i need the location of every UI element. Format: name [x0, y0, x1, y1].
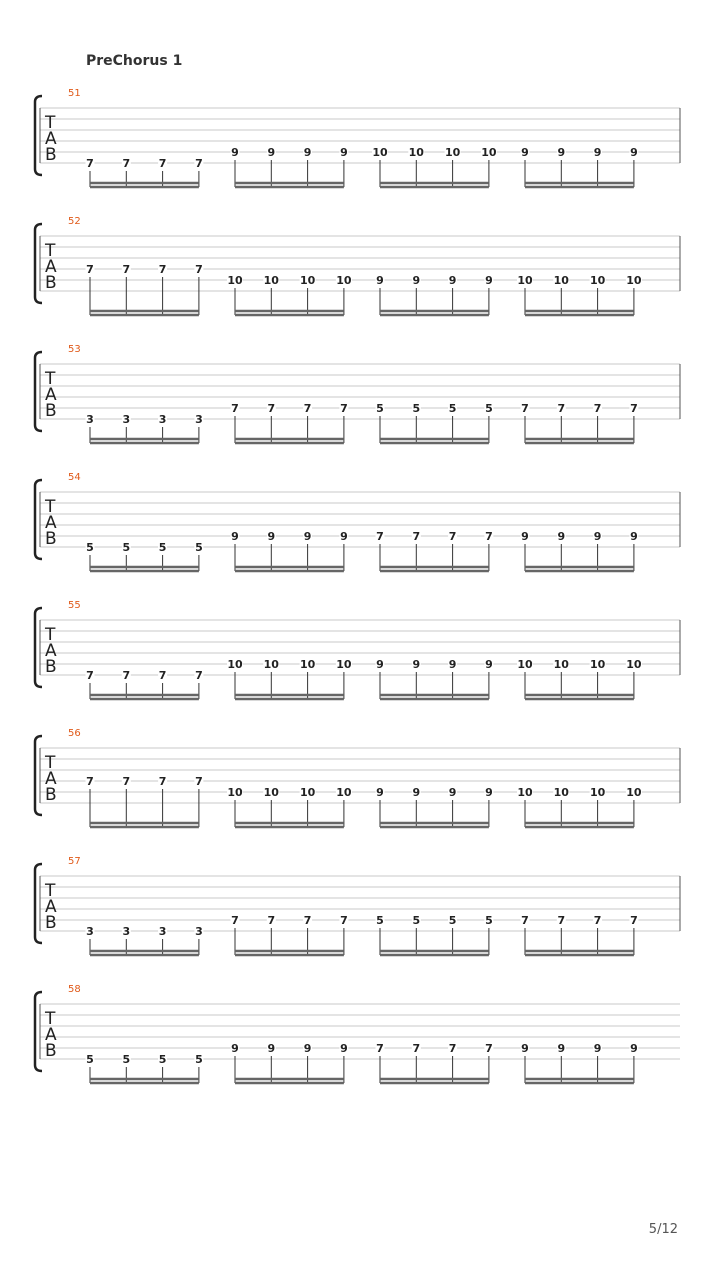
fret-number: 7 — [448, 530, 457, 543]
fret-number: 7 — [303, 402, 312, 415]
fret-number: 7 — [86, 157, 94, 170]
fret-number: 5 — [412, 402, 421, 415]
fret-number: 9 — [448, 658, 457, 671]
fret-number: 7 — [158, 157, 167, 170]
fret-number: 9 — [593, 146, 602, 159]
fret-number: 5 — [158, 1053, 167, 1066]
fret-number: 10 — [299, 658, 316, 671]
fret-number: 7 — [340, 402, 348, 415]
measure-number: 53 — [68, 344, 81, 355]
fret-number: 7 — [158, 669, 167, 682]
tab-clef-letter: B — [45, 529, 57, 549]
fret-number: 9 — [448, 786, 457, 799]
tab-system — [35, 600, 680, 699]
fret-number: 7 — [303, 914, 312, 927]
fret-number: 7 — [195, 669, 203, 682]
fret-number: 10 — [263, 786, 279, 799]
fret-number: 9 — [630, 530, 638, 543]
fret-number: 7 — [86, 263, 94, 276]
fret-number: 7 — [448, 1042, 457, 1055]
fret-number: 9 — [231, 1042, 239, 1055]
tab-clef-letter: T — [45, 113, 56, 133]
tab-system — [35, 728, 680, 827]
fret-number: 9 — [485, 274, 493, 287]
fret-number: 7 — [593, 402, 602, 415]
tab-clef-letter: B — [45, 913, 57, 933]
fret-number: 7 — [630, 402, 638, 415]
fret-number: 7 — [86, 775, 94, 788]
tab-clef-letter: T — [45, 1009, 56, 1029]
fret-number: 7 — [122, 669, 131, 682]
tab-clef-letter: T — [45, 369, 56, 389]
tab-clef-letter: A — [45, 897, 57, 917]
tab-clef-letter: A — [45, 641, 57, 661]
fret-number: 7 — [376, 1042, 384, 1055]
fret-number: 10 — [517, 658, 533, 671]
fret-number: 9 — [593, 1042, 602, 1055]
fret-number: 9 — [557, 146, 566, 159]
tab-system — [35, 984, 680, 1083]
fret-number: 7 — [412, 530, 421, 543]
tab-system — [35, 344, 680, 443]
tab-clef-letter: B — [45, 145, 57, 165]
fret-number: 7 — [195, 775, 203, 788]
fret-number: 10 — [336, 274, 352, 287]
fret-number: 7 — [195, 157, 203, 170]
fret-number: 5 — [122, 541, 131, 554]
tab-clef-letter: A — [45, 385, 57, 405]
fret-number: 9 — [340, 1042, 348, 1055]
fret-number: 10 — [408, 146, 424, 159]
fret-number: 3 — [122, 413, 131, 426]
fret-number: 7 — [485, 1042, 493, 1055]
fret-number: 9 — [303, 146, 312, 159]
fret-number: 3 — [86, 925, 94, 938]
fret-number: 9 — [521, 146, 529, 159]
fret-number: 9 — [412, 274, 421, 287]
tab-clef-letter: A — [45, 1025, 57, 1045]
fret-number: 9 — [231, 146, 239, 159]
fret-number: 9 — [376, 786, 384, 799]
fret-number: 9 — [376, 658, 384, 671]
measure-number: 57 — [68, 856, 81, 867]
tab-system — [35, 856, 680, 955]
fret-number: 7 — [557, 402, 566, 415]
fret-number: 10 — [227, 658, 243, 671]
fret-number: 7 — [267, 402, 276, 415]
fret-number: 7 — [195, 263, 203, 276]
fret-number: 10 — [553, 274, 569, 287]
fret-number: 10 — [626, 274, 642, 287]
fret-number: 7 — [122, 263, 131, 276]
fret-number: 7 — [122, 775, 131, 788]
fret-number: 7 — [521, 914, 529, 927]
fret-number: 10 — [299, 274, 316, 287]
fret-number: 7 — [485, 530, 493, 543]
fret-number: 3 — [158, 925, 167, 938]
tab-clef-letter: A — [45, 129, 57, 149]
tab-clef-letter: A — [45, 513, 57, 533]
fret-number: 10 — [227, 274, 243, 287]
fret-number: 10 — [444, 146, 461, 159]
fret-number: 5 — [195, 541, 203, 554]
fret-number: 5 — [448, 914, 457, 927]
fret-number: 9 — [231, 530, 239, 543]
fret-number: 5 — [485, 914, 493, 927]
fret-number: 9 — [448, 274, 457, 287]
fret-number: 9 — [412, 658, 421, 671]
measure-number: 58 — [68, 984, 81, 995]
fret-number: 9 — [630, 146, 638, 159]
fret-number: 3 — [86, 413, 94, 426]
fret-number: 9 — [303, 1042, 312, 1055]
fret-number: 7 — [557, 914, 566, 927]
fret-number: 5 — [122, 1053, 131, 1066]
tab-clef-letter: A — [45, 769, 57, 789]
fret-number: 3 — [122, 925, 131, 938]
fret-number: 9 — [340, 530, 348, 543]
fret-number: 10 — [553, 786, 569, 799]
tab-clef-letter: T — [45, 241, 56, 261]
fret-number: 9 — [557, 530, 566, 543]
measure-number: 52 — [68, 216, 81, 227]
fret-number: 9 — [376, 274, 384, 287]
fret-number: 10 — [481, 146, 497, 159]
fret-number: 9 — [557, 1042, 566, 1055]
fret-number: 5 — [448, 402, 457, 415]
tab-clef-letter: B — [45, 273, 57, 293]
fret-number: 7 — [267, 914, 276, 927]
fret-number: 7 — [122, 157, 131, 170]
fret-number: 7 — [231, 402, 239, 415]
tab-clef-letter: T — [45, 625, 56, 645]
fret-number: 9 — [521, 530, 529, 543]
fret-number: 9 — [267, 146, 276, 159]
tab-clef-letter: B — [45, 657, 57, 677]
fret-number: 7 — [630, 914, 638, 927]
fret-number: 5 — [485, 402, 493, 415]
fret-number: 10 — [227, 786, 243, 799]
measure-number: 55 — [68, 600, 81, 611]
fret-number: 9 — [521, 1042, 529, 1055]
tab-clef-letter: B — [45, 1041, 57, 1061]
fret-number: 9 — [593, 530, 602, 543]
measure-number: 56 — [68, 728, 81, 739]
section-title: PreChorus 1 — [86, 53, 183, 69]
fret-number: 10 — [517, 786, 533, 799]
tab-system — [35, 216, 680, 315]
fret-number: 10 — [263, 274, 279, 287]
fret-number: 9 — [303, 530, 312, 543]
fret-number: 7 — [86, 669, 94, 682]
measure-number: 51 — [68, 88, 81, 99]
fret-number: 10 — [336, 658, 352, 671]
fret-number: 5 — [86, 541, 94, 554]
fret-number: 5 — [158, 541, 167, 554]
fret-number: 3 — [158, 413, 167, 426]
fret-number: 10 — [589, 658, 606, 671]
fret-number: 7 — [593, 914, 602, 927]
fret-number: 7 — [158, 775, 167, 788]
tab-system — [35, 88, 680, 187]
fret-number: 9 — [630, 1042, 638, 1055]
fret-number: 5 — [376, 914, 384, 927]
fret-number: 9 — [485, 658, 493, 671]
fret-number: 10 — [517, 274, 533, 287]
fret-number: 9 — [267, 530, 276, 543]
fret-number: 10 — [263, 658, 279, 671]
fret-number: 10 — [372, 146, 388, 159]
fret-number: 3 — [195, 413, 203, 426]
fret-number: 7 — [521, 402, 529, 415]
tab-clef-letter: T — [45, 497, 56, 517]
tab-clef-letter: T — [45, 753, 56, 773]
fret-number: 7 — [231, 914, 239, 927]
fret-number: 7 — [158, 263, 167, 276]
tab-system — [35, 472, 680, 571]
page-number: 5/12 — [648, 1222, 678, 1237]
fret-number: 5 — [412, 914, 421, 927]
fret-number: 9 — [412, 786, 421, 799]
fret-number: 10 — [299, 786, 316, 799]
fret-number: 10 — [626, 658, 642, 671]
fret-number: 5 — [195, 1053, 203, 1066]
fret-number: 7 — [376, 530, 384, 543]
tab-clef-letter: B — [45, 401, 57, 421]
fret-number: 10 — [589, 786, 606, 799]
fret-number: 10 — [553, 658, 569, 671]
fret-number: 5 — [86, 1053, 94, 1066]
measure-number: 54 — [68, 472, 81, 483]
fret-number: 7 — [412, 1042, 421, 1055]
fret-number: 10 — [626, 786, 642, 799]
fret-number: 9 — [267, 1042, 276, 1055]
tab-clef-letter: A — [45, 257, 57, 277]
fret-number: 7 — [340, 914, 348, 927]
fret-number: 10 — [336, 786, 352, 799]
fret-number: 5 — [376, 402, 384, 415]
fret-number: 3 — [195, 925, 203, 938]
fret-number: 9 — [340, 146, 348, 159]
tab-clef-letter: T — [45, 881, 56, 901]
fret-number: 9 — [485, 786, 493, 799]
tab-clef-letter: B — [45, 785, 57, 805]
fret-number: 10 — [589, 274, 606, 287]
